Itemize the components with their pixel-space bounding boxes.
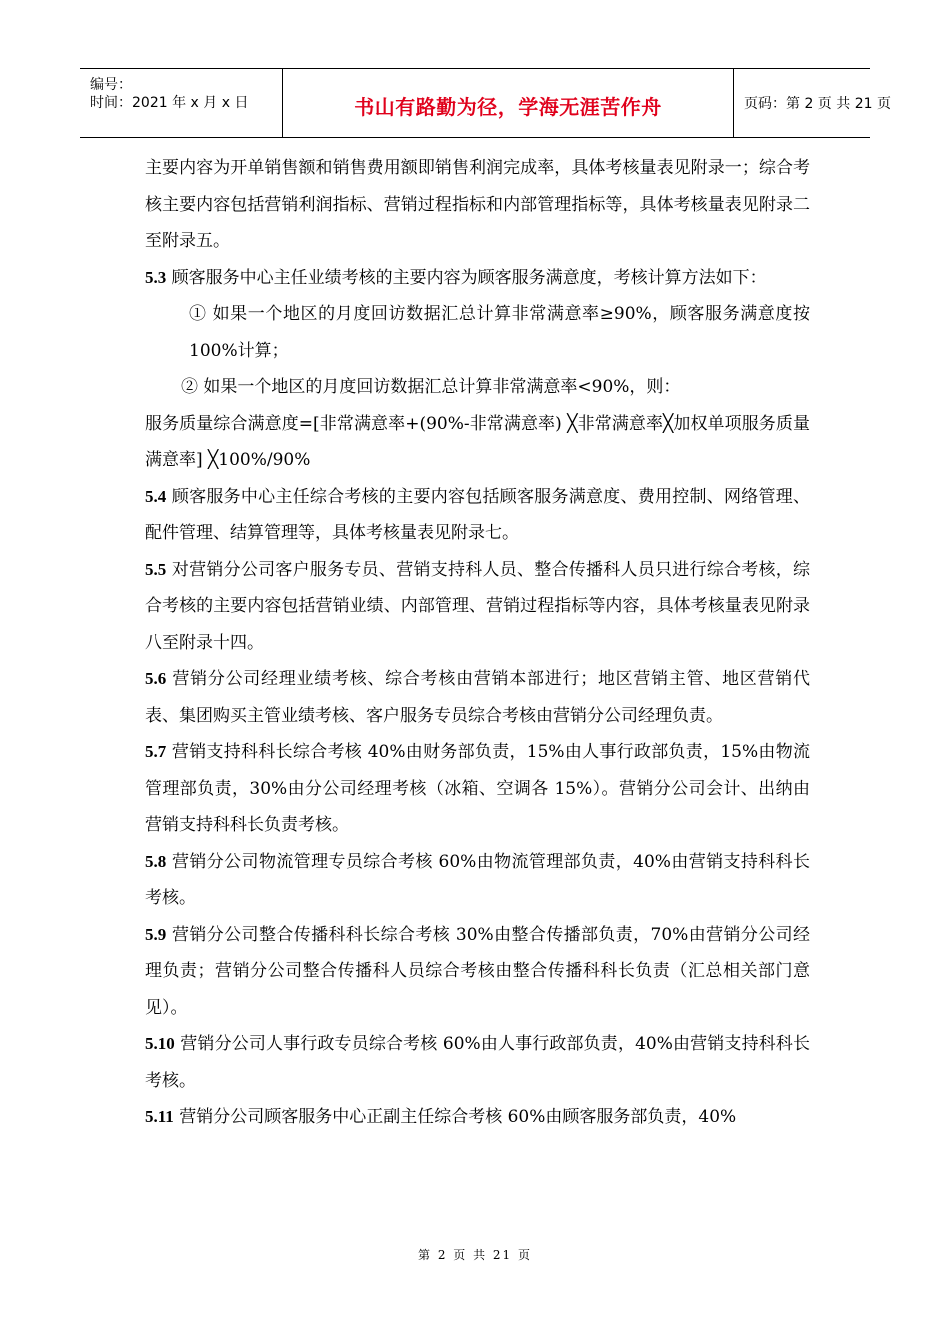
section-number: 5.10 [145, 1034, 175, 1053]
header-middle-cell [282, 69, 734, 137]
page-header [80, 68, 891, 138]
list-item-2: ② 如果一个地区的月度回访数据汇总计算非常满意率<90%，则： [181, 377, 681, 397]
section-text: 营销分公司人事行政专员综合考核 60%由人事行政部负责，40%由营销支持科科长考核。 [145, 1034, 810, 1091]
document-body [145, 150, 810, 1136]
section-5-7 [145, 734, 810, 844]
section-number: 5.6 [145, 669, 167, 688]
section-text: 顾客服务中心主任业绩考核的主要内容为顾客服务满意度，考核计算方法如下： [166, 267, 767, 288]
section-number: 5.4 [145, 486, 167, 506]
section-5-3 [145, 260, 810, 297]
header-right-cell [734, 69, 891, 137]
section-number: 5.3 [145, 267, 167, 287]
page-footer: 第 2 页 共 21 页 [418, 1248, 532, 1262]
section-text: 顾客服务中心主任综合考核的主要内容包括顾客服务满意度、费用控制、网络管理、配件管理、结算管理等，具体考核量表见附录七。 [145, 486, 810, 543]
section-5-5 [145, 552, 810, 662]
section-text: 营销支持科科长综合考核 40%由财务部负责，15%由人事行政部负责，15%由物流管理部负责，30%由分公司经理考核（冰箱、空调各 15%）。营销分公司会计、出纳由营销支持科科长负责考核。 [145, 742, 810, 835]
section-5-6 [145, 661, 810, 734]
section-number: 5.9 [145, 924, 167, 944]
section-5-10 [145, 1026, 810, 1099]
section-5-4 [145, 479, 810, 552]
section-text: 营销分公司顾客服务中心正副主任综合考核 60%由顾客服务部负责，40% [173, 1107, 737, 1127]
header-motto: 书山有路勤为径，学海无涯苦作舟 [354, 95, 662, 119]
document-time-label: 时间：2021 年 x 月 x 日 [90, 95, 249, 111]
header-left-cell [80, 69, 282, 137]
formula-paragraph: 服务质量综合满意度=[非常满意率+(90%-非常满意率) ╳非常满意率╳加权单项服务质量满意率] ╳100%/90% [145, 413, 810, 470]
section-number: 5.8 [145, 851, 167, 871]
section-text: 营销分公司经理业绩考核、综合考核由营销本部进行；地区营销主管、地区营销代表、集团购买主管业绩考核、客户服务专员综合考核由营销分公司经理负责。 [145, 669, 810, 726]
section-5-8 [145, 844, 810, 917]
paragraph-intro: 主要内容为开单销售额和销售费用额即销售利润完成率，具体考核量表见附录一；综合考核主要内容包括营销利润指标、营销过程指标和内部管理指标等，具体考核量表见附录二至附录五。 [145, 158, 810, 251]
section-5-11 [145, 1099, 810, 1136]
list-item-1: ① 如果一个地区的月度回访数据汇总计算非常满意率≥90%，顾客服务满意度按 100%计算； [189, 304, 810, 361]
header-page-label: 页码：第 2 页 共 21 页 [744, 96, 891, 112]
section-number: 5.11 [145, 1107, 174, 1126]
section-text: 营销分公司物流管理专员综合考核 60%由物流管理部负责，40%由营销支持科科长考核。 [145, 851, 810, 908]
section-number: 5.7 [145, 742, 167, 761]
document-number-label: 编号： [90, 77, 132, 93]
section-text: 营销分公司整合传播科科长综合考核 30%由整合传播部负责，70%由营销分公司经理负责；营销分公司整合传播科人员综合考核由整合传播科科长负责（汇总相关部门意见）。 [145, 924, 810, 1018]
section-5-9 [145, 917, 810, 1027]
section-text: 对营销分公司客户服务专员、营销支持科人员、整合传播科人员只进行综合考核，综合考核的主要内容包括营销业绩、内部管理、营销过程指标等内容，具体考核量表见附录八至附录十四。 [145, 559, 810, 653]
section-number: 5.5 [145, 559, 167, 579]
